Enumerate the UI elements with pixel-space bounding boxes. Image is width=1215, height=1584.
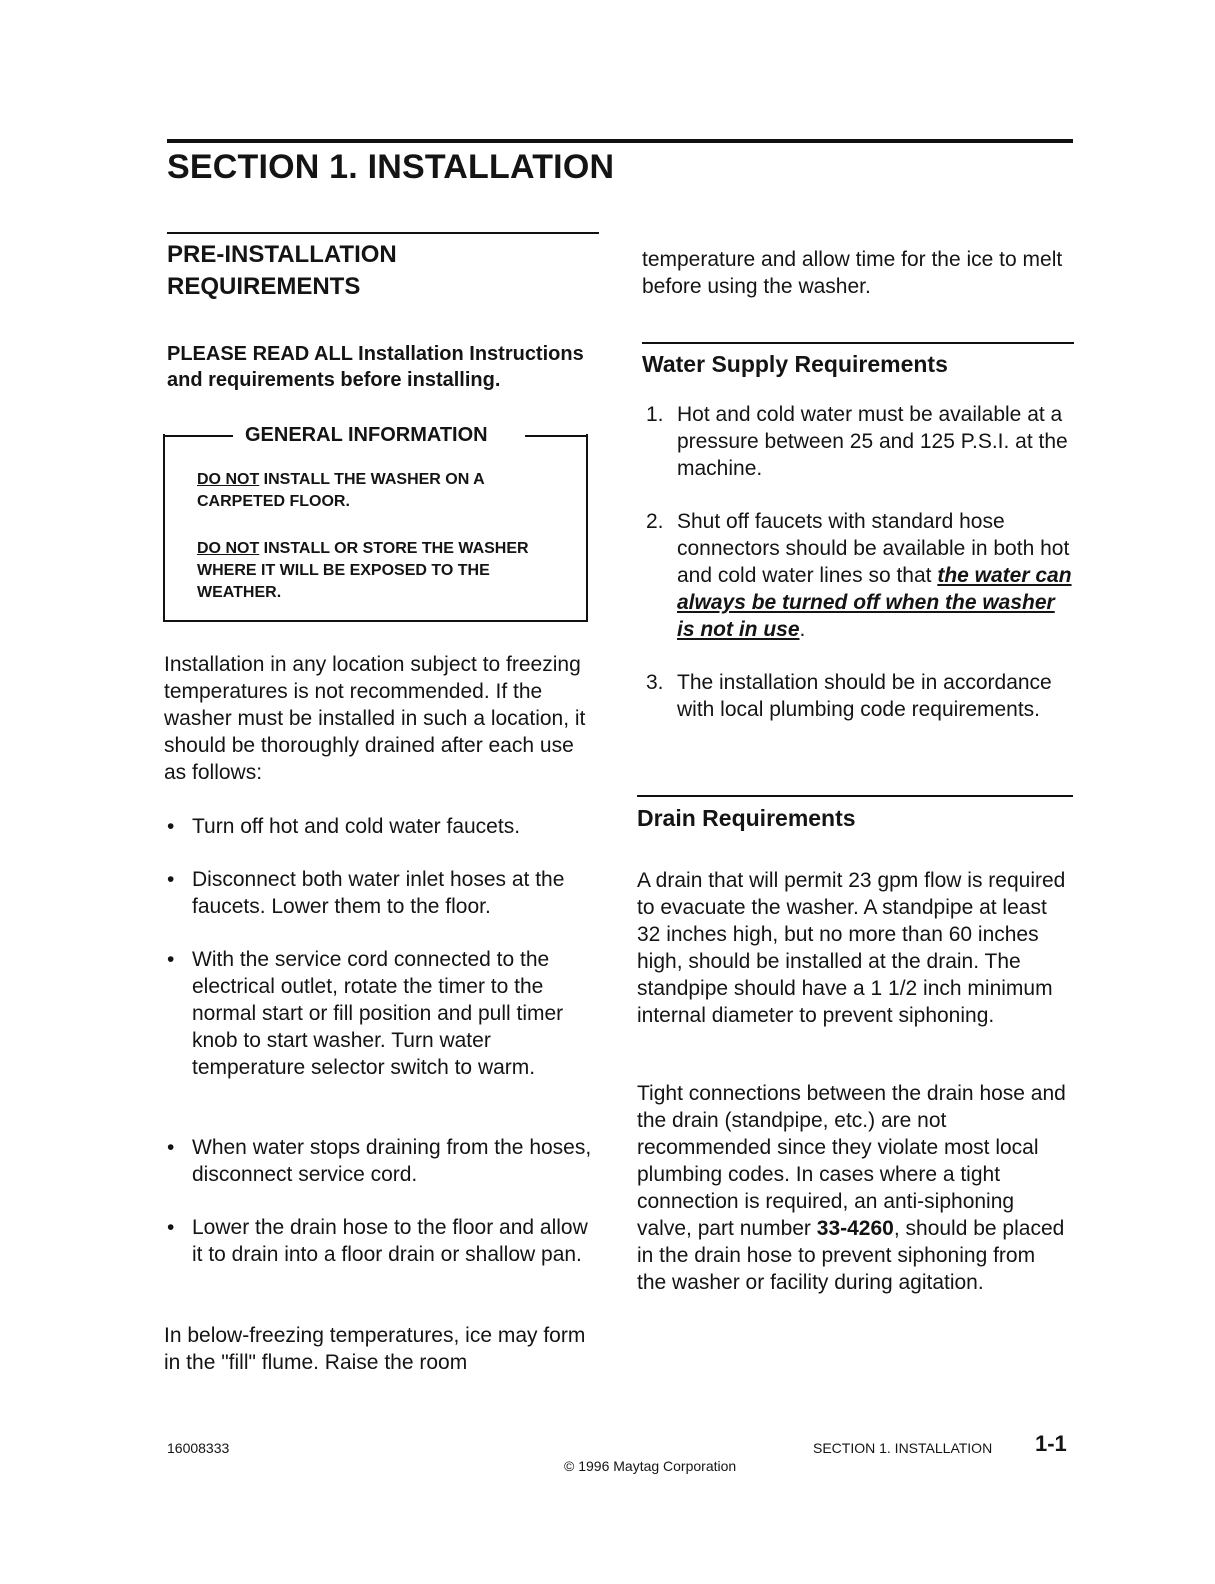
general-info-item-carpet xyxy=(197,469,572,513)
drain-text-b: , should be placed in the drain hose to prevent siphoning from the washer or facility during agitation. xyxy=(637,1217,1065,1294)
item-number: 1. xyxy=(646,403,664,426)
page-number: 1-1 xyxy=(1035,1431,1067,1456)
copyright: © 1996 Maytag Corporation xyxy=(564,1458,737,1474)
drain-heading: Drain Requirements xyxy=(637,805,856,831)
box-top-right-rule xyxy=(525,435,588,437)
box-top-left-rule xyxy=(163,435,233,437)
general-information-title: GENERAL INFORMATION xyxy=(245,424,488,446)
bullet-text: When water stops draining from the hoses, disconnect service cord. xyxy=(192,1136,592,1186)
part-number: 33-4260 xyxy=(816,1217,894,1240)
pre-installation-heading-line1: PRE-INSTALLATION xyxy=(167,241,397,268)
item-number: 3. xyxy=(646,671,664,694)
please-read-notice: PLEASE READ ALL Installation Instructions and requirements before installing. xyxy=(167,343,584,391)
item-text xyxy=(677,508,1077,643)
bullet-icon: • xyxy=(167,815,175,838)
pre-installation-heading xyxy=(167,239,597,303)
pre-installation-heading-line2: REQUIREMENTS xyxy=(167,273,361,300)
water-supply-rule xyxy=(642,342,1074,344)
do-not-label: DO NOT xyxy=(197,471,260,488)
freezing-intro-paragraph: Installation in any location subject to freezing temperatures is not recommended. If the washer must be installed in such a location, it should be thoroughly drained after each use as follows: xyxy=(164,653,586,784)
item-text: The installation should be in accordance with local plumbing code requirements. xyxy=(677,671,1052,721)
item-number: 2. xyxy=(646,510,664,533)
water-supply-heading: Water Supply Requirements xyxy=(642,351,948,377)
item-text-end: . xyxy=(799,618,806,641)
bullet-icon: • xyxy=(167,1136,175,1159)
section-title: SECTION 1. INSTALLATION xyxy=(167,148,615,186)
pre-installation-rule xyxy=(167,232,599,234)
below-freezing-paragraph: In below-freezing temperatures, ice may form in the "fill" flume. Raise the room xyxy=(164,1324,586,1374)
footer-section-label: SECTION 1. INSTALLATION xyxy=(813,1440,993,1456)
bullet-text: With the service cord connected to the electrical outlet, rotate the timer to the normal start or fill position and pull timer knob to start washer. Turn water temperature selector switch to warm. xyxy=(192,948,564,1079)
top-rule xyxy=(167,139,1073,143)
bullet-icon: • xyxy=(167,948,175,971)
continued-paragraph: temperature and allow time for the ice to melt before using the washer. xyxy=(642,248,1063,298)
general-info-item-weather xyxy=(197,538,572,604)
weather-warning-text: INSTALL OR STORE THE WASHER WHERE IT WILL BE EXPOSED TO THE WEATHER. xyxy=(197,540,529,601)
bullet-icon: • xyxy=(167,1216,175,1239)
emphasized-text: the water can always be turned off when the washer is not in use xyxy=(677,564,1072,641)
item-text-main: Shut off faucets with standard hose connectors should be available in both hot and cold water lines so that xyxy=(677,510,1070,587)
bullet-text: Disconnect both water inlet hoses at the faucets. Lower them to the floor. xyxy=(192,868,565,918)
drain-text-a: Tight connections between the drain hose and the drain (standpipe, etc.) are not recommended since they violate most local plumbing codes. In cases where a tight connection is required, an anti-siphoning valve, part number xyxy=(637,1082,1066,1240)
document-number: 16008333 xyxy=(167,1440,230,1456)
drain-rule xyxy=(637,795,1073,797)
carpet-warning-text: INSTALL THE WASHER ON A CARPETED FLOOR. xyxy=(197,471,485,510)
bullet-text: Turn off hot and cold water faucets. xyxy=(192,815,521,838)
do-not-label: DO NOT xyxy=(197,540,260,557)
bullet-icon: • xyxy=(167,868,175,891)
bullet-text: Lower the drain hose to the floor and allow it to drain into a floor drain or shallow pan. xyxy=(192,1216,588,1266)
drain-paragraph-1: A drain that will permit 23 gpm flow is required to evacuate the washer. A standpipe at least 32 inches high, but no more than 60 inches high, should be installed at the drain. The standpipe should have a 1 1/2 inch minimum internal diameter to prevent siphoning. xyxy=(637,869,1066,1027)
item-text: Hot and cold water must be available at a pressure between 25 and 125 P.S.I. at the machine. xyxy=(677,403,1068,480)
drain-paragraph-2 xyxy=(637,1080,1069,1296)
